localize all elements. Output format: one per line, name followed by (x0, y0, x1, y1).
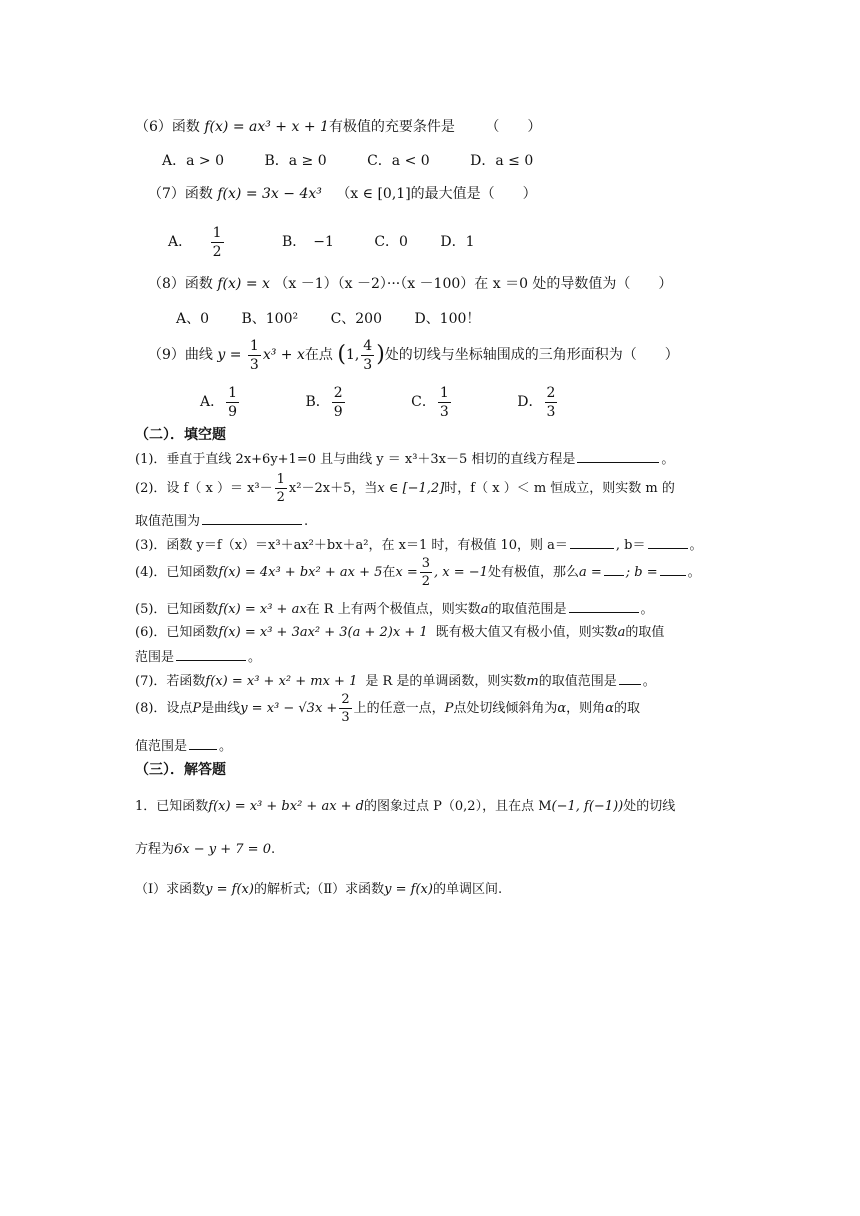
math-expression: y = x³ − √3x + (240, 701, 338, 716)
fill-5: (5)．已知函数f(x) = x³ + ax在 R 上有两个极值点，则实数a的取值范围是 。 (135, 598, 654, 620)
option-b: B． $\frac{2}{9}$ (305, 384, 343, 420)
right-paren-glyph: ) (376, 342, 385, 367)
option-c: C、200 (330, 311, 382, 327)
fill-2-line-2: 取值范围为 . (135, 510, 308, 532)
fill-6-line-2: 范围是 。 (135, 646, 261, 668)
option-d: D、100！ (414, 311, 481, 327)
answer-blank-a (604, 561, 624, 576)
option-c: C． $\frac{1}{3}$ (411, 384, 449, 420)
math-expression: f(x) = ax³ + x + 1 (204, 119, 329, 135)
point-expression: (−1, f(−1)) (551, 799, 624, 814)
option-a: A． $\frac{1}{9}$ (200, 384, 238, 420)
option-a-label: A． (168, 234, 193, 250)
fill-8-line-2: 值范围是 。 (135, 735, 232, 757)
question-text: （x －1）（x －2）···（x －100）在 x ＝0 处的导数值为（ ） (274, 276, 673, 292)
fill-2: (2)．设 f（ x ）＝ x³－ $\frac{1}{2}$ x²－2x＋5，当x ∈ [−1,2]时，f（ x ）＜ m 恒成立，则实数 m 的 (135, 472, 675, 505)
math-expression: f(x) = 4x³ + bx² + ax + 5 (218, 565, 383, 580)
answer-blank (569, 598, 639, 613)
option-d: D．a ≤ 0 (470, 153, 534, 169)
math-expression: y = f(x) (384, 882, 433, 897)
question-text: 函数 (184, 186, 213, 202)
math-expression: x ∈ [−1,2] (377, 481, 445, 496)
math-expression: f(x) = x³ + x² + mx + 1 (205, 674, 358, 689)
fill-8: (8)．设点P是曲线y = x³ − √3x + $\frac{2}{3}$ 上的任意一点，P点处切线倾斜角为α，则角α的取 (135, 692, 640, 725)
answer-blank (176, 646, 246, 661)
answer-blank (619, 670, 641, 685)
math-expression: f(x) = x³ + 3ax² + 3(a + 2)x + 1 (218, 625, 428, 640)
answer-blank-b (648, 534, 688, 549)
question-text: 的最大值是（ ） (410, 186, 537, 202)
question-9 (148, 335, 679, 375)
math-expression: x³ + x (262, 347, 305, 363)
point-y-fraction: $\frac{4}{3}$ (363, 337, 373, 373)
fraction: $\frac{3}{2}$ (421, 556, 431, 589)
solve-1: 1．已知函数f(x) = x³ + bx² + ax + d的图象过点 P（0,2），且在点 M(−1, f(−1))处的切线 (135, 799, 676, 814)
solve-1-line-2: 方程为6x − y + 7 = 0. (135, 842, 276, 857)
answer-blank-b (660, 561, 686, 576)
math-expression: f(x) = x³ + ax (218, 602, 307, 617)
fraction: $\frac{1}{2}$ (276, 472, 285, 505)
question-6-options (162, 151, 569, 171)
question-text: 函数 (171, 119, 200, 135)
fill-1: (1)．垂直于直线 2x+6y+1=0 且与曲线 y ＝ x³＋3x－5 相切的直线方程是 。 (135, 448, 674, 470)
fill-4: (4)．已知函数f(x) = 4x³ + bx² + ax + 5在x = $\frac{3}{2}$ , x = −1处有极值，那么a = ; b = 。 (135, 556, 701, 589)
question-number: （9） (148, 347, 185, 363)
question-9-options (200, 380, 559, 424)
fill-6: (6)．已知函数f(x) = x³ + 3ax² + 3(a + 2)x + 1 既有极大值又有极小值，则实数a的取值 (135, 625, 665, 640)
question-text: 函数 (184, 276, 213, 292)
question-8-options (176, 309, 480, 329)
answer-blank (202, 510, 302, 525)
question-number: （7） (148, 186, 185, 202)
question-text: 曲线 (184, 347, 213, 363)
answer-blank (189, 735, 217, 750)
option-c: C．0 (374, 234, 408, 250)
math-expression: 6x − y + 7 = 0 (174, 842, 271, 857)
option-b: B． −1 (281, 234, 334, 250)
question-text: 有极值的充要条件是 (328, 119, 455, 135)
question-8 (148, 274, 672, 294)
solve-1-subquestions: （Ⅰ）求函数y = f(x)的解析式;（Ⅱ）求函数y = f(x)的单调区间. (135, 882, 503, 897)
option-d: D．1 (440, 234, 475, 250)
section-title-solve: （三）．解答题 (135, 762, 226, 778)
option-b: B．a ≥ 0 (264, 153, 327, 169)
question-7 (148, 184, 537, 204)
math-expression: f(x) = 3x − 4x³ (217, 186, 322, 202)
fill-3: (3)．函数 y＝f（x）＝x³＋ax²＋bx＋a²，在 x＝1 时，有极值 10，则 a＝ , b＝ 。 (135, 534, 703, 556)
question-7-options (168, 220, 475, 264)
option-b: B、100² (241, 311, 299, 327)
math-expression: f(x) = x (217, 276, 270, 292)
question-6 (135, 117, 541, 137)
fill-7: (7)．若函数f(x) = x³ + x² + mx + 1 是 R 是的单调函数，则实数m的取值范围是 。 (135, 670, 656, 692)
coefficient-fraction: $\frac{1}{3}$ (249, 337, 259, 373)
option-c: C．a < 0 (367, 153, 430, 169)
answer-blank-a (570, 534, 614, 549)
option-d: D． $\frac{2}{3}$ (517, 384, 556, 420)
left-paren-glyph: ( (337, 342, 346, 367)
fraction: $\frac{2}{3}$ (341, 692, 350, 725)
option-a: A．a > 0 (162, 153, 224, 169)
option-a: A、0 (176, 311, 210, 327)
point-x: 1, (345, 347, 360, 363)
section-title-fill: （二）．填空题 (135, 427, 226, 443)
math-expression: y = f(x) (205, 882, 254, 897)
math-expression: f(x) = x³ + bx² + ax + d (208, 799, 365, 814)
domain-condition: （x ∈ [0,1] (336, 186, 411, 202)
question-text: 处的切线与坐标轴围成的三角形面积为（ ） (384, 347, 679, 363)
math-expression: y = (217, 347, 242, 363)
question-number: （6） (135, 119, 172, 135)
question-number: （8） (148, 276, 185, 292)
option-a-fraction: $\frac{1}{2}$ (212, 224, 222, 260)
answer-bracket: （ ） (485, 119, 542, 135)
question-text: 在点 (304, 347, 333, 363)
answer-blank (577, 448, 659, 463)
